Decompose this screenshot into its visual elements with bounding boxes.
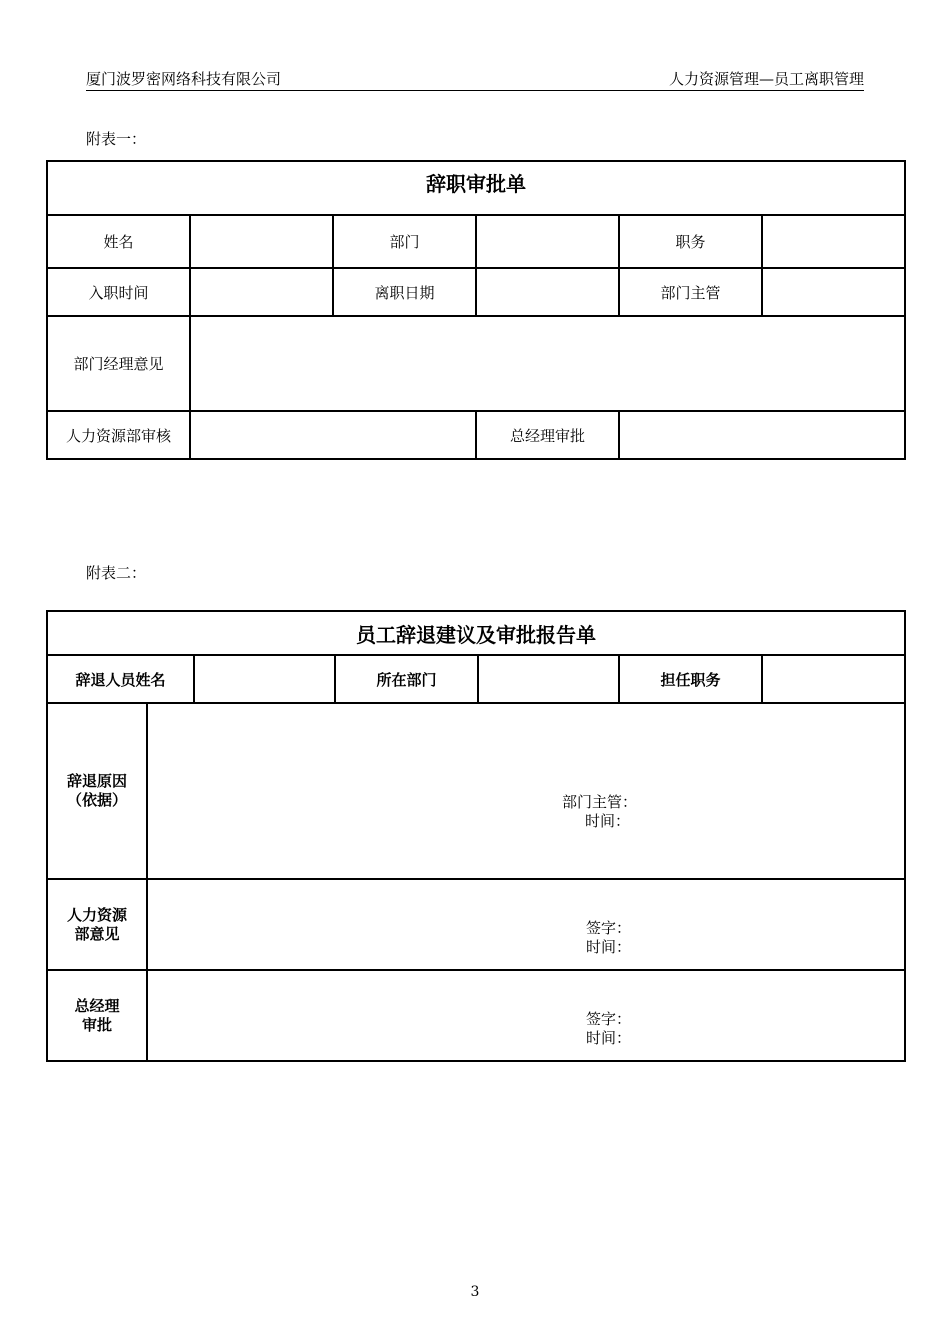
hr-time-label: 时间： (586, 938, 632, 956)
dismissed-name-field[interactable] (194, 655, 335, 703)
position-label: 职务 (619, 215, 762, 268)
position-field-2[interactable] (762, 655, 905, 703)
dept-label: 部门 (333, 215, 476, 268)
leave-date-field[interactable] (476, 268, 619, 316)
name-field[interactable] (190, 215, 333, 268)
table1-caption: 附表一： (86, 130, 147, 148)
gm-label-line1: 总经理 (74, 996, 120, 1015)
table2-caption: 附表二： (86, 564, 147, 582)
manager-opinion-field[interactable] (190, 316, 905, 411)
section-title: 人力资源管理—员工离职管理 (668, 70, 864, 88)
hr-review-field[interactable] (190, 411, 476, 459)
manager-opinion-label: 部门经理意见 (47, 316, 190, 411)
hr-label-line2: 部意见 (74, 924, 120, 943)
supervisor-label: 部门主管 (619, 268, 762, 316)
leave-date-label: 离职日期 (333, 268, 476, 316)
dept-label-2: 所在部门 (335, 655, 478, 703)
reason-label-line2: （依据） (66, 791, 127, 809)
gm-time-label: 时间： (586, 1029, 632, 1047)
hr-review-label: 人力资源部审核 (47, 411, 190, 459)
hr-opinion-field[interactable] (147, 879, 905, 970)
reason-time-label: 时间： (585, 812, 631, 830)
position-field[interactable] (762, 215, 905, 268)
reason-label-line1: 辞退原因 (66, 772, 127, 790)
position-label-2: 担任职务 (619, 655, 762, 703)
dismissal-report-table (46, 610, 906, 1062)
name-label: 姓名 (47, 215, 190, 268)
supervisor-field[interactable] (762, 268, 905, 316)
reason-supervisor-label: 部门主管： (562, 793, 638, 811)
gm-sign-label: 签字： (586, 1010, 632, 1028)
hr-sign-label: 签字： (586, 919, 632, 937)
hire-date-label: 入职时间 (47, 268, 190, 316)
hr-label-line1: 人力资源 (66, 905, 127, 924)
hr-opinion-label (47, 879, 147, 970)
resignation-approval-table (46, 160, 906, 460)
dept-field[interactable] (476, 215, 619, 268)
reason-label (47, 703, 147, 879)
hire-date-field[interactable] (190, 268, 333, 316)
page-header (86, 68, 864, 91)
gm-label-line2: 审批 (81, 1015, 112, 1034)
reason-field[interactable] (147, 703, 905, 879)
company-name: 厦门波罗密网络科技有限公司 (86, 70, 282, 88)
dismissed-name-label: 辞退人员姓名 (47, 655, 194, 703)
page-number: 3 (470, 1284, 480, 1300)
gm-approval-field-2[interactable] (147, 970, 905, 1061)
dept-field-2[interactable] (478, 655, 619, 703)
gm-approval-label: 总经理审批 (476, 411, 619, 459)
gm-approval-label-2 (47, 970, 147, 1061)
table1-title: 辞职审批单 (47, 161, 905, 215)
gm-approval-field[interactable] (619, 411, 905, 459)
table2-title: 员工辞退建议及审批报告单 (47, 611, 905, 655)
